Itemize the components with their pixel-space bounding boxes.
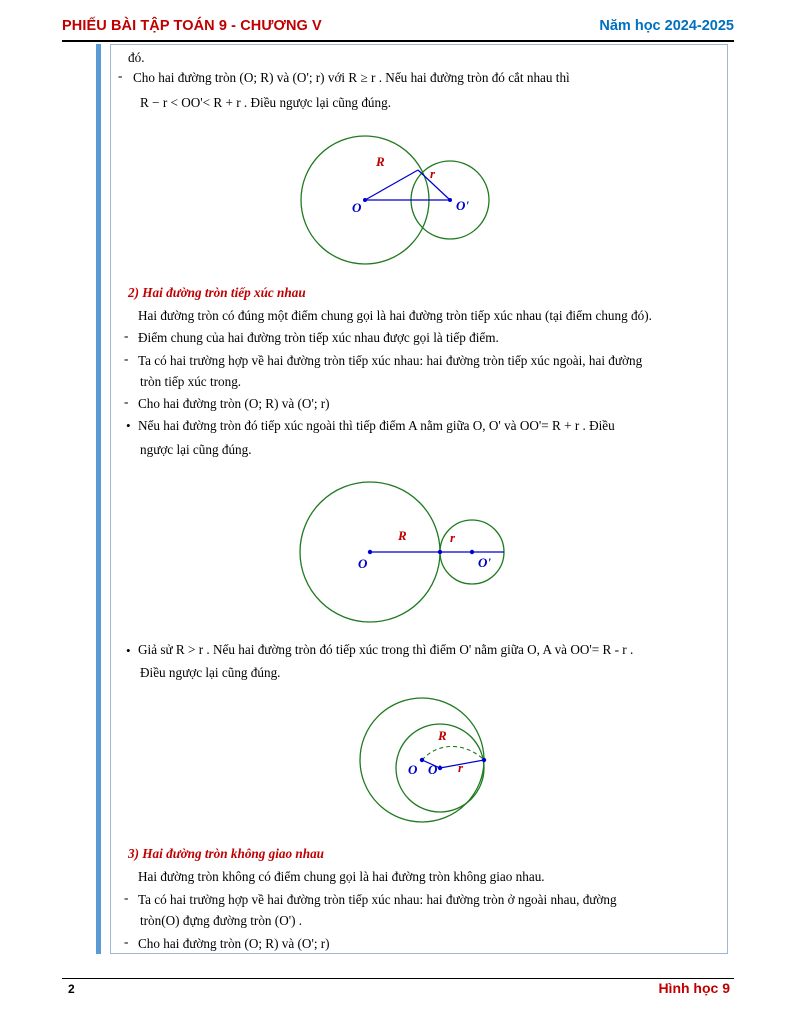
label-O: O <box>358 556 368 571</box>
text-s3-p1: Hai đường tròn không có điểm chung gọi là hai đường tròn không giao nhau. <box>138 869 545 884</box>
label-O: O <box>408 762 418 777</box>
label-r: r <box>450 530 456 545</box>
dash-marker: - <box>124 890 129 905</box>
section-3-title: 3) Hai đường tròn không giao nhau <box>128 846 324 861</box>
section-2-title: 2) Hai đường tròn tiếp xúc nhau <box>128 285 306 300</box>
text-s3-d2: Cho hai đường tròn (O; R) và (O'; r) <box>138 936 330 951</box>
text-s2-d2: Ta có hai trường hợp về hai đường tròn tiếp xúc nhau: hai đường tròn tiếp xúc ngoài, hai đường <box>138 353 643 368</box>
text-s2-d3: Cho hai đường tròn (O; R) và (O'; r) <box>138 396 330 411</box>
label-O-prime: O' <box>456 198 469 213</box>
label-O: O <box>352 200 362 215</box>
text-s2-b1: Nếu hai đường tròn đó tiếp xúc ngoài thì tiếp điểm A nằm giữa O, O' và OO'= R + r . Điều <box>138 418 615 433</box>
text-s2-b2: Giả sử R > r . Nếu hai đường tròn đó tiếp xúc trong thì điểm O' nằm giữa O, A và OO'= R - r . <box>138 642 634 657</box>
text-s2-b2b: Điều ngược lại cũng đúng. <box>140 665 281 680</box>
dash-marker: - <box>124 934 129 949</box>
header-title: PHIẾU BÀI TẬP TOÁN 9 - CHƯƠNG V <box>62 18 322 34</box>
figure-1-svg <box>290 128 530 268</box>
label-R: R <box>438 728 447 743</box>
bullet-marker: • <box>126 643 131 658</box>
text-s2-b1b: ngược lại cũng đúng. <box>140 442 252 457</box>
footer-page-number: 2 <box>68 982 75 996</box>
text-do: đó. <box>128 50 145 65</box>
label-O-prime: O' <box>478 555 491 570</box>
left-accent-bar <box>96 44 101 954</box>
header-divider <box>62 40 734 42</box>
footer-divider <box>62 978 734 979</box>
figure-two-circles-intersecting <box>290 128 530 268</box>
figure-3-svg <box>340 690 540 830</box>
text-s2-p1: Hai đường tròn có đúng một điểm chung gọi là hai đường tròn tiếp xúc nhau (tại điểm chung đó). <box>138 308 652 323</box>
label-R: R <box>376 154 385 169</box>
text-cat-nhau-1: Cho hai đường tròn (O; R) và (O'; r) với R ≥ r . Nếu hai đường tròn đó cắt nhau thì <box>133 70 570 85</box>
label-r: r <box>430 166 436 181</box>
text-s2-d2b: tròn tiếp xúc trong. <box>140 374 242 389</box>
footer-label: Hình học 9 <box>658 980 730 996</box>
header-school-year: Năm học 2024-2025 <box>599 18 734 34</box>
figure-2-svg <box>290 470 530 630</box>
label-R: R <box>398 528 407 543</box>
dash-marker: - <box>118 68 123 83</box>
text-s3-d1: Ta có hai trường hợp về hai đường tròn tiếp xúc nhau: hai đường tròn ở ngoài nhau, đường <box>138 892 617 907</box>
text-s2-d1: Điểm chung của hai đường tròn tiếp xúc nhau được gọi là tiếp điểm. <box>138 330 499 345</box>
figure-tangent-internal <box>340 690 540 830</box>
text-s3-d1b: tròn(O) đựng đường tròn (O') . <box>140 913 303 928</box>
dash-marker: - <box>124 328 129 343</box>
dash-marker: - <box>124 351 129 366</box>
label-r: r <box>458 760 464 775</box>
bullet-marker: • <box>126 418 131 433</box>
figure-tangent-external <box>290 470 530 630</box>
label-O-prime: O' <box>428 762 441 777</box>
dash-marker: - <box>124 394 129 409</box>
text-cat-nhau-2: R − r < OO'< R + r . Điều ngược lại cũng đúng. <box>140 95 391 110</box>
